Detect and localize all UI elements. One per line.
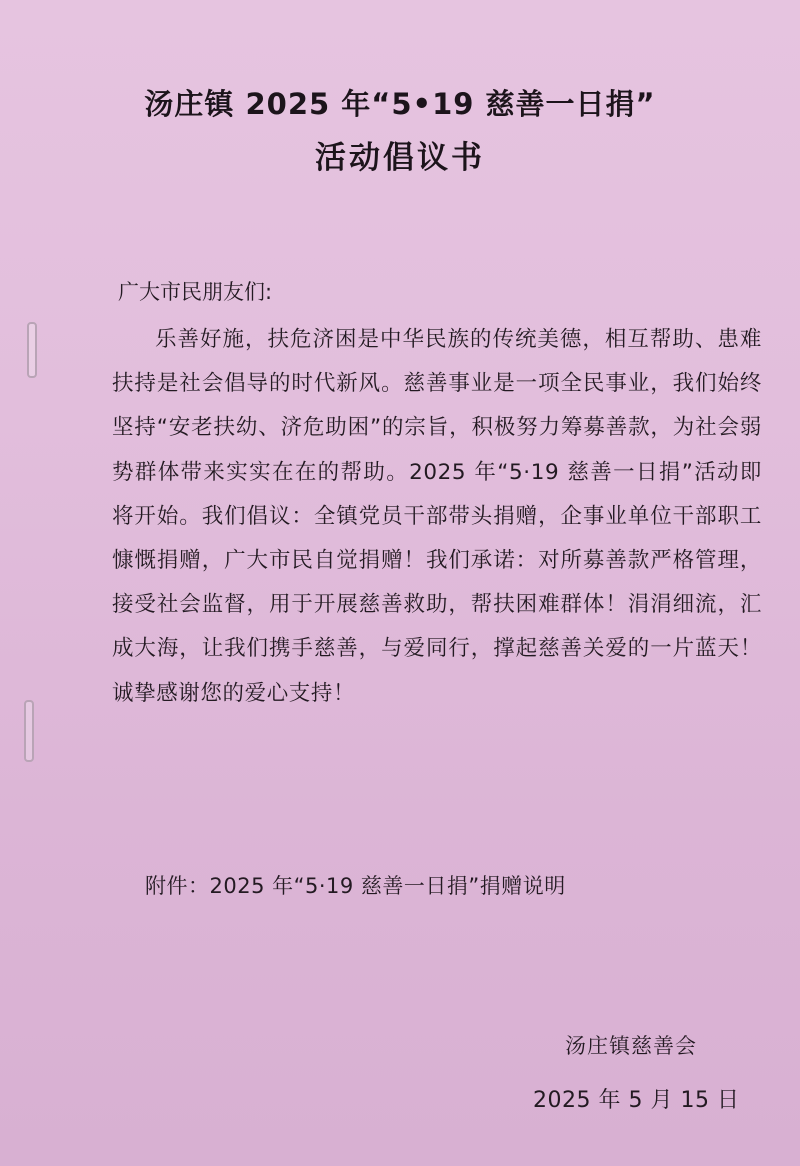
staple-mark (27, 322, 37, 378)
document-date: 2025 年 5 月 15 日 (533, 1088, 740, 1113)
document-subtitle: 活动倡议书 (315, 140, 485, 176)
signature-organization: 汤庄镇慈善会 (565, 1034, 697, 1058)
staple-mark (24, 700, 34, 762)
attachment-note: 附件：2025 年“5·19 慈善一日捐”捐赠说明 (145, 874, 566, 898)
document-title: 汤庄镇 2025 年“5•19 慈善一日捐” (144, 87, 656, 121)
salutation: 广大市民朋友们: (118, 280, 273, 304)
body-paragraph: 乐善好施，扶危济困是中华民族的传统美德，相互帮助、患难扶持是社会倡导的时代新风。慈善事业是一项全民事业，我们始终坚持“安老扶幼、济危助困”的宗旨，积极努力筹募善款，为社会弱势群体带来实实在在的帮助。2025 年“5·19 慈善一日捐”活动即将开始。我们倡议：全镇党员干部带头捐赠，企事业单位干部职工慷慨捐赠，广大市民自觉捐赠！我们承诺：对所募善款严格管理，接受社会监督，用于开展慈善救助，帮扶困难群体！涓涓细流，汇成大海，让我们携手慈善，与爱同行，撑起慈善关爱的一片蓝天！诚挚感谢您的爱心支持！ (112, 327, 762, 706)
